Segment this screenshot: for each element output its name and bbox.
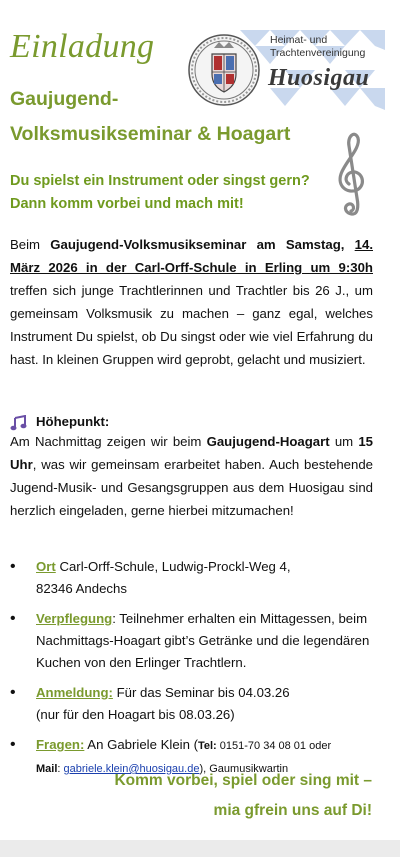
bullet-icon: • <box>10 736 16 753</box>
intro-lead: Beim <box>10 237 51 252</box>
intro-rest: treffen sich junge Trachtlerinnen und Trachtler bis 26 J., um gemeinsam Volksmusik zu machen – ganz egal, welches Instrument Du spielst, ob Du singst oder wie viel Erfahrung du hast. In kleinen Gruppen wird geprobt, gelacht und musiziert. <box>10 283 373 367</box>
logo-text-line2: Trachtenvereinigung <box>270 47 366 59</box>
list-item-verpflegung <box>10 608 385 674</box>
closing-line2: mia gfrein uns auf Di! <box>213 802 372 819</box>
hoagart-name: Gaujugend-Hoagart <box>206 434 330 449</box>
highlight-paragraph <box>10 430 373 522</box>
email-link[interactable]: gabriele.klein@huosigau.de <box>63 763 200 775</box>
tagline-question: Du spielst ein Instrument oder singst gern? <box>10 173 310 189</box>
mail-suffix: ), Gaumusikwartin <box>199 763 289 775</box>
fragen-label: Fragen: <box>36 737 85 752</box>
verpflegung-text: : Teilnehmer erhalten ein Mittagessen, beim Nachmittags-Hoagart gibt’s Getränke und die legendären Kuchen von den Erlinger Trachtlern. <box>36 611 370 670</box>
mail-label: Mail <box>36 763 58 775</box>
tel-label: Tel: <box>197 740 217 752</box>
hoagart-time: 15 Uhr <box>10 434 373 472</box>
huosigau-logo <box>180 30 385 110</box>
intro-date-place: 14. März 2026 in der Carl-Orff-Schule in Erling um 9:30h <box>10 237 373 275</box>
list-item-ort <box>10 556 385 600</box>
fragen-text: An Gabriele Klein ( <box>84 737 198 752</box>
anmeldung-text-line2: (nur für den Hoagart bis 08.03.26) <box>36 707 235 722</box>
music-notes-icon <box>10 415 28 431</box>
details-list <box>10 556 385 780</box>
highlight-text-c: , was wir gemeinsam erarbeitet haben. Auch bestehende Jugend-Musik- und Gesangsgruppen aus dem Huosigau sind herzlich eingeladen, gerne hierbei mitzumachen! <box>10 457 373 518</box>
highlight-text-b: um <box>329 434 359 449</box>
tel-value: 0151-70 34 08 01 oder <box>216 740 332 752</box>
page-title: Einladung <box>10 28 155 65</box>
intro-event: Gaujugend-Volksmusikseminar am Samstag, <box>50 237 345 252</box>
bullet-icon: • <box>10 684 16 701</box>
event-subtitle-line2: Volksmusikseminar & Hoagart <box>10 123 291 145</box>
ort-text-line1: Carl-Orff-Schule, Ludwig-Prockl-Weg 4, <box>55 559 291 574</box>
highlight-text-a: Am Nachmittag zeigen wir beim <box>10 434 207 449</box>
ort-label: Ort <box>36 559 56 574</box>
highlight-heading: Höhepunkt: <box>36 414 110 429</box>
anmeldung-label: Anmeldung: <box>36 685 113 700</box>
list-item-anmeldung <box>10 682 385 726</box>
bullet-icon: • <box>10 558 16 575</box>
event-subtitle-line1: Gaujugend- <box>10 88 119 110</box>
mail-colon: : <box>57 763 64 775</box>
coat-of-arms-icon <box>186 32 262 108</box>
tagline-call-to-action: Dann komm vorbei und mach mit! <box>10 196 244 212</box>
intro-paragraph <box>10 233 373 371</box>
logo-text-line1: Heimat- und <box>270 34 328 46</box>
closing-line1: Komm vorbei, spiel oder sing mit – <box>114 772 372 789</box>
bullet-icon: • <box>10 610 16 627</box>
anmeldung-text-line1: Für das Seminar bis 04.03.26 <box>112 685 290 700</box>
verpflegung-label: Verpflegung <box>36 611 113 626</box>
logo-brand-name: Huosigau <box>268 65 370 91</box>
treble-clef-icon <box>331 128 371 218</box>
ort-text-line2: 82346 Andechs <box>36 581 127 596</box>
